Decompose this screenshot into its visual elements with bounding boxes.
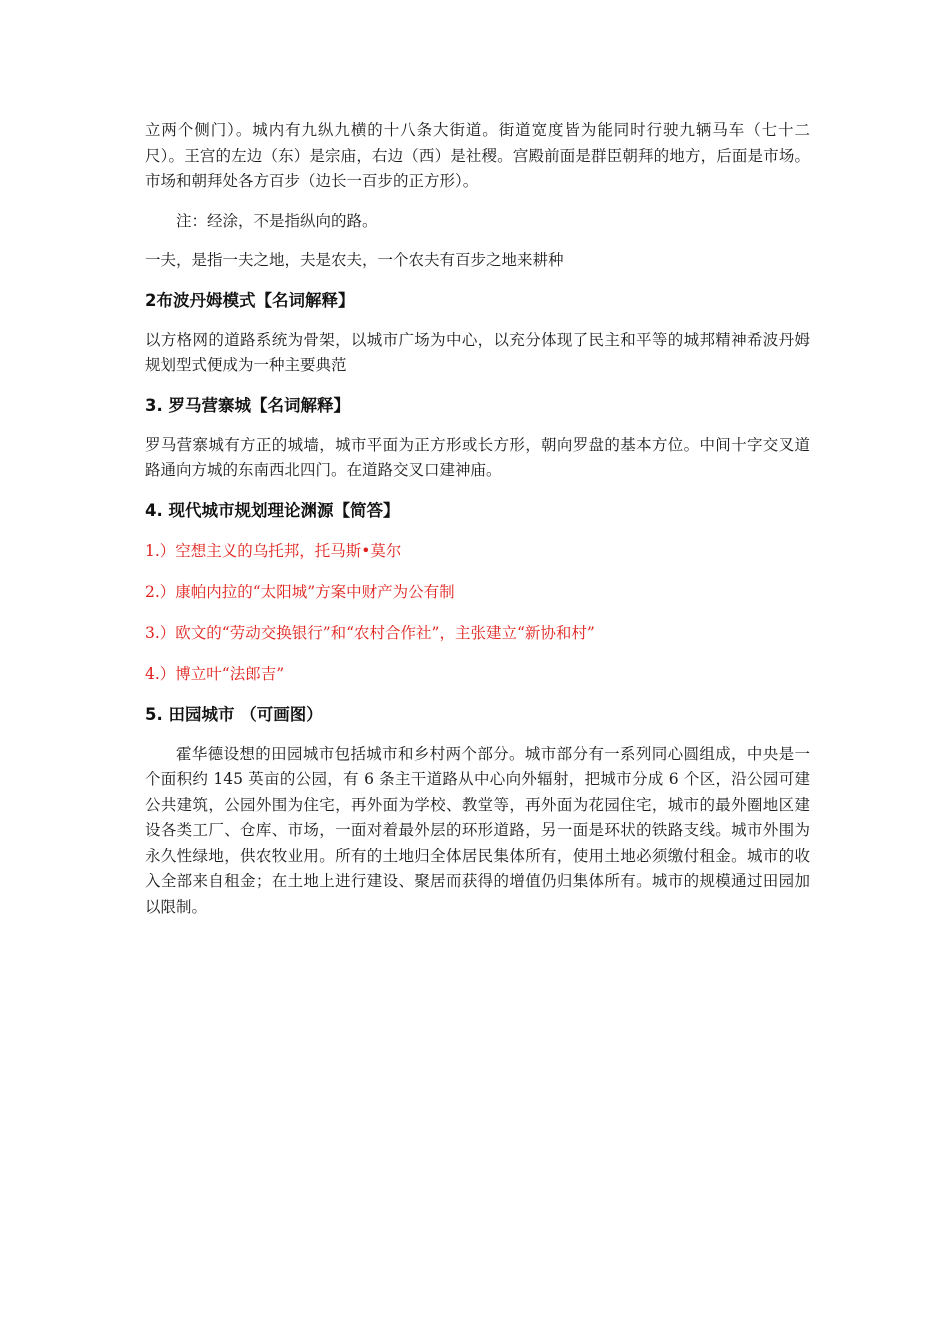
paragraph-note: 注：经涂，不是指纵向的路。 <box>176 211 378 230</box>
heading-hippodamus: 2布波丹姆模式【名词解释】 <box>145 290 355 310</box>
paragraph-yifu: 一夫，是指一夫之地，夫是农夫，一个农夫有百步之地来耕种 <box>145 251 564 269</box>
heading-modern-planning: 4. 现代城市规划理论渊源【简答】 <box>145 500 400 520</box>
list-item: 4.）博立叶“法郎吉” <box>145 664 285 683</box>
paragraph-roman-camp: 罗马营寨城有方正的城墙，城市平面为正方形或长方形，朝向罗盘的基本方位。中间十字交叉道路通向方城的东南西北四门。在道路交叉口建神庙。 <box>145 435 810 479</box>
heading-garden-city: 5. 田园城市 （可画图） <box>145 704 323 724</box>
paragraph-city-layout: 立两个侧门）。城内有九纵九横的十八条大街道。街道宽度皆为能同时行驶九辆马车（七十二尺）。王宫的左边（东）是宗庙，右边（西）是社稷。宫殿前面是群臣朝拜的地方，后面是市场。市场和朝拜处各方百步（边长一百步的正方形）。 <box>145 121 810 190</box>
document-page <box>145 118 810 934</box>
list-item: 1.）空想主义的乌托邦，托马斯•莫尔 <box>145 541 402 560</box>
list-item: 3.）欧文的“劳动交换银行”和“农村合作社”，主张建立“新协和村” <box>145 623 595 642</box>
paragraph-hippodamus: 以方格网的道路系统为骨架，以城市广场为中心，以充分体现了民主和平等的城邦精神希波丹姆规划型式便成为一种主要典范 <box>145 330 810 374</box>
heading-roman-camp: 3. 罗马营寨城【名词解释】 <box>145 395 350 415</box>
list-item: 2.）康帕内拉的“太阳城”方案中财产为公有制 <box>145 582 455 601</box>
paragraph-garden-city: 霍华德设想的田园城市包括城市和乡村两个部分。城市部分有一系列同心圆组成，中央是一个面积约 145 英亩的公园，有 6 条主干道路从中心向外辐射，把城市分成 6 个区，沿公园可建公共建筑，公园外围为住宅，再外面为学校、教堂等，再外面为花园住宅，城市的最外圈地区建设各类工厂、仓库、市场，一面对着最外层的环形道路，另一面是环状的铁路支线。城市外围为永久性绿地，供农牧业用。所有的土地归全体居民集体所有，使用土地必须缴付租金。城市的收入全部来自租金；在土地上进行建设、聚居而获得的增值仍归集体所有。城市的规模通过田园加以限制。 <box>145 744 810 916</box>
